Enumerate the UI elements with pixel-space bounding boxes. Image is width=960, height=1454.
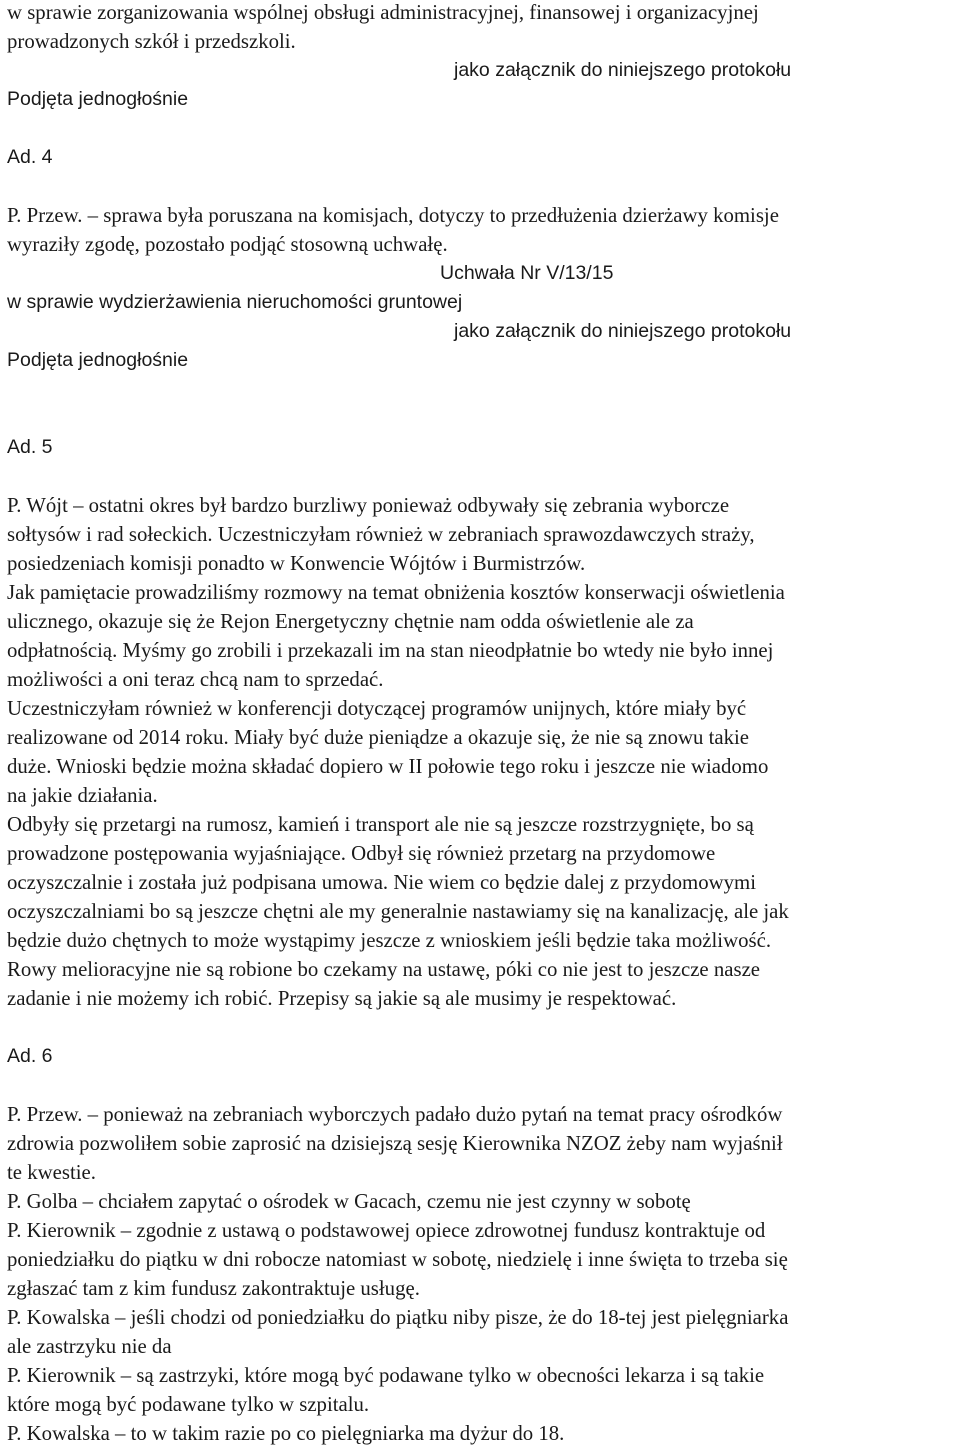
section-heading: Ad. 5 bbox=[7, 436, 53, 458]
text-line: ulicznego, okazuje się że Rejon Energetyczny chętnie nam odda oświetlenie ale za bbox=[7, 610, 694, 633]
text-line: realizowane od 2014 roku. Miały być duże pieniądze a okazuje się, że nie są znowu takie bbox=[7, 726, 750, 749]
text-line: zgłaszać tam z kim fundusz zakontraktuje usługę. bbox=[7, 1277, 420, 1300]
annex-note: jako załącznik do niniejszego protokołu bbox=[454, 320, 792, 342]
text-line: Jak pamiętacie prowadziliśmy rozmowy na temat obniżenia kosztów konserwacji oświetlenia bbox=[7, 581, 785, 604]
section-heading: Ad. 6 bbox=[7, 1045, 53, 1067]
text-line: zdrowia pozwoliłem sobie zaprosić na dzisiejszą sesję Kierownika NZOZ żeby nam wyjaśnił bbox=[7, 1132, 783, 1155]
text-line: na jakie działania. bbox=[7, 784, 158, 807]
text-line: oczyszczalnie i została już podpisana umowa. Nie wiem co będzie dalej z przydomowymi bbox=[7, 871, 756, 894]
text-line: które mogą być podawane tylko w szpitalu. bbox=[7, 1393, 370, 1416]
text-line: sołtysów i rad sołeckich. Uczestniczyłam również w zebraniach sprawozdawczych straży, bbox=[7, 523, 755, 546]
text-line: wyraziły zgodę, pozostało podjąć stosowną uchwałę. bbox=[7, 233, 448, 256]
adopted-note: Podjęta jednogłośnie bbox=[7, 349, 189, 371]
text-line: w sprawie zorganizowania wspólnej obsługi administracyjnej, finansowej i organizacyjnej bbox=[7, 1, 759, 24]
adopted-note: Podjęta jednogłośnie bbox=[7, 88, 189, 110]
section-ad-6 bbox=[7, 1042, 952, 1448]
spacer bbox=[7, 1013, 952, 1042]
text-line: poniedziałku do piątku w dni robocze natomiast w sobotę, niedzielę i inne święta to trzeba się bbox=[7, 1248, 788, 1271]
text-line: te kwestie. bbox=[7, 1161, 96, 1184]
spacer bbox=[7, 1071, 952, 1100]
text-line: zadanie i nie możemy ich robić. Przepisy są jakie są ale musimy je respektować. bbox=[7, 987, 677, 1010]
text-line: prowadzone postępowania wyjaśniające. Odbył się również przetarg na przydomowe bbox=[7, 842, 716, 865]
section-ad-5 bbox=[7, 433, 952, 1013]
text-line: P. Kierownik – zgodnie z ustawą o podstawowej opiece zdrowotnej fundusz kontraktuje od bbox=[7, 1219, 766, 1242]
annex-note: jako załącznik do niniejszego protokołu bbox=[454, 59, 792, 81]
text-line: posiedzeniach komisji ponadto w Konwencie Wójtów i Burmistrzów. bbox=[7, 552, 586, 575]
top-section bbox=[7, 0, 952, 114]
text-line: możliwości a oni teraz chcą nam to sprzedać. bbox=[7, 668, 384, 691]
text-line: P. Wójt – ostatni okres był bardzo burzliwy ponieważ odbywały się zebrania wyborcze bbox=[7, 494, 730, 517]
resolution-subject: w sprawie wydzierżawienia nieruchomości gruntowej bbox=[7, 291, 463, 313]
section-ad-4 bbox=[7, 143, 952, 375]
text-line: P. Kowalska – to w takim razie po co pielęgniarka ma dyżur do 18. bbox=[7, 1422, 565, 1445]
text-line: odpłatnością. Myśmy go zrobili i przekazali im na stan nieodpłatnie bo wtedy nie było innej bbox=[7, 639, 774, 662]
spacer bbox=[7, 462, 952, 491]
text-line: Odbyły się przetargi na rumosz, kamień i transport ale nie są jeszcze rozstrzygnięte, bo są bbox=[7, 813, 754, 836]
text-line: będzie dużo chętnych to może wystąpimy jeszcze z wnioskiem jeśli będzie taka możliwość. bbox=[7, 929, 772, 952]
section-heading: Ad. 4 bbox=[7, 146, 53, 168]
text-line: ale zastrzyku nie da bbox=[7, 1335, 172, 1358]
text-line: P. Przew. – sprawa była poruszana na komisjach, dotyczy to przedłużenia dzierżawy komisje bbox=[7, 204, 779, 227]
text-line: Uczestniczyłam również w konferencji dotyczącej programów unijnych, które miały być bbox=[7, 697, 747, 720]
text-line: oczyszczalniami bo są jeszcze chętni ale my generalnie nastawiamy się na kanalizację, ale jak bbox=[7, 900, 789, 923]
text-line: prowadzonych szkół i przedszkoli. bbox=[7, 30, 296, 53]
text-line: P. Golba – chciałem zapytać o ośrodek w Gacach, czemu nie jest czynny w sobotę bbox=[7, 1190, 691, 1213]
spacer bbox=[7, 375, 952, 433]
text-line: duże. Wnioski będzie można składać dopiero w II połowie tego roku i jeszcze nie wiadomo bbox=[7, 755, 769, 778]
resolution-title: Uchwała Nr V/13/15 bbox=[440, 262, 614, 284]
text-line: P. Kierownik – są zastrzyki, które mogą być podawane tylko w obecności lekarza i są takie bbox=[7, 1364, 765, 1387]
spacer bbox=[7, 172, 952, 201]
spacer bbox=[7, 114, 952, 143]
text-line: P. Przew. – ponieważ na zebraniach wyborczych padało dużo pytań na temat pracy ośrodków bbox=[7, 1103, 783, 1126]
text-line: P. Kowalska – jeśli chodzi od poniedziałku do piątku niby pisze, że do 18-tej jest pielęgniarka bbox=[7, 1306, 789, 1329]
text-line: Rowy melioracyjne nie są robione bo czekamy na ustawę, póki co nie jest to jeszcze nasze bbox=[7, 958, 761, 981]
